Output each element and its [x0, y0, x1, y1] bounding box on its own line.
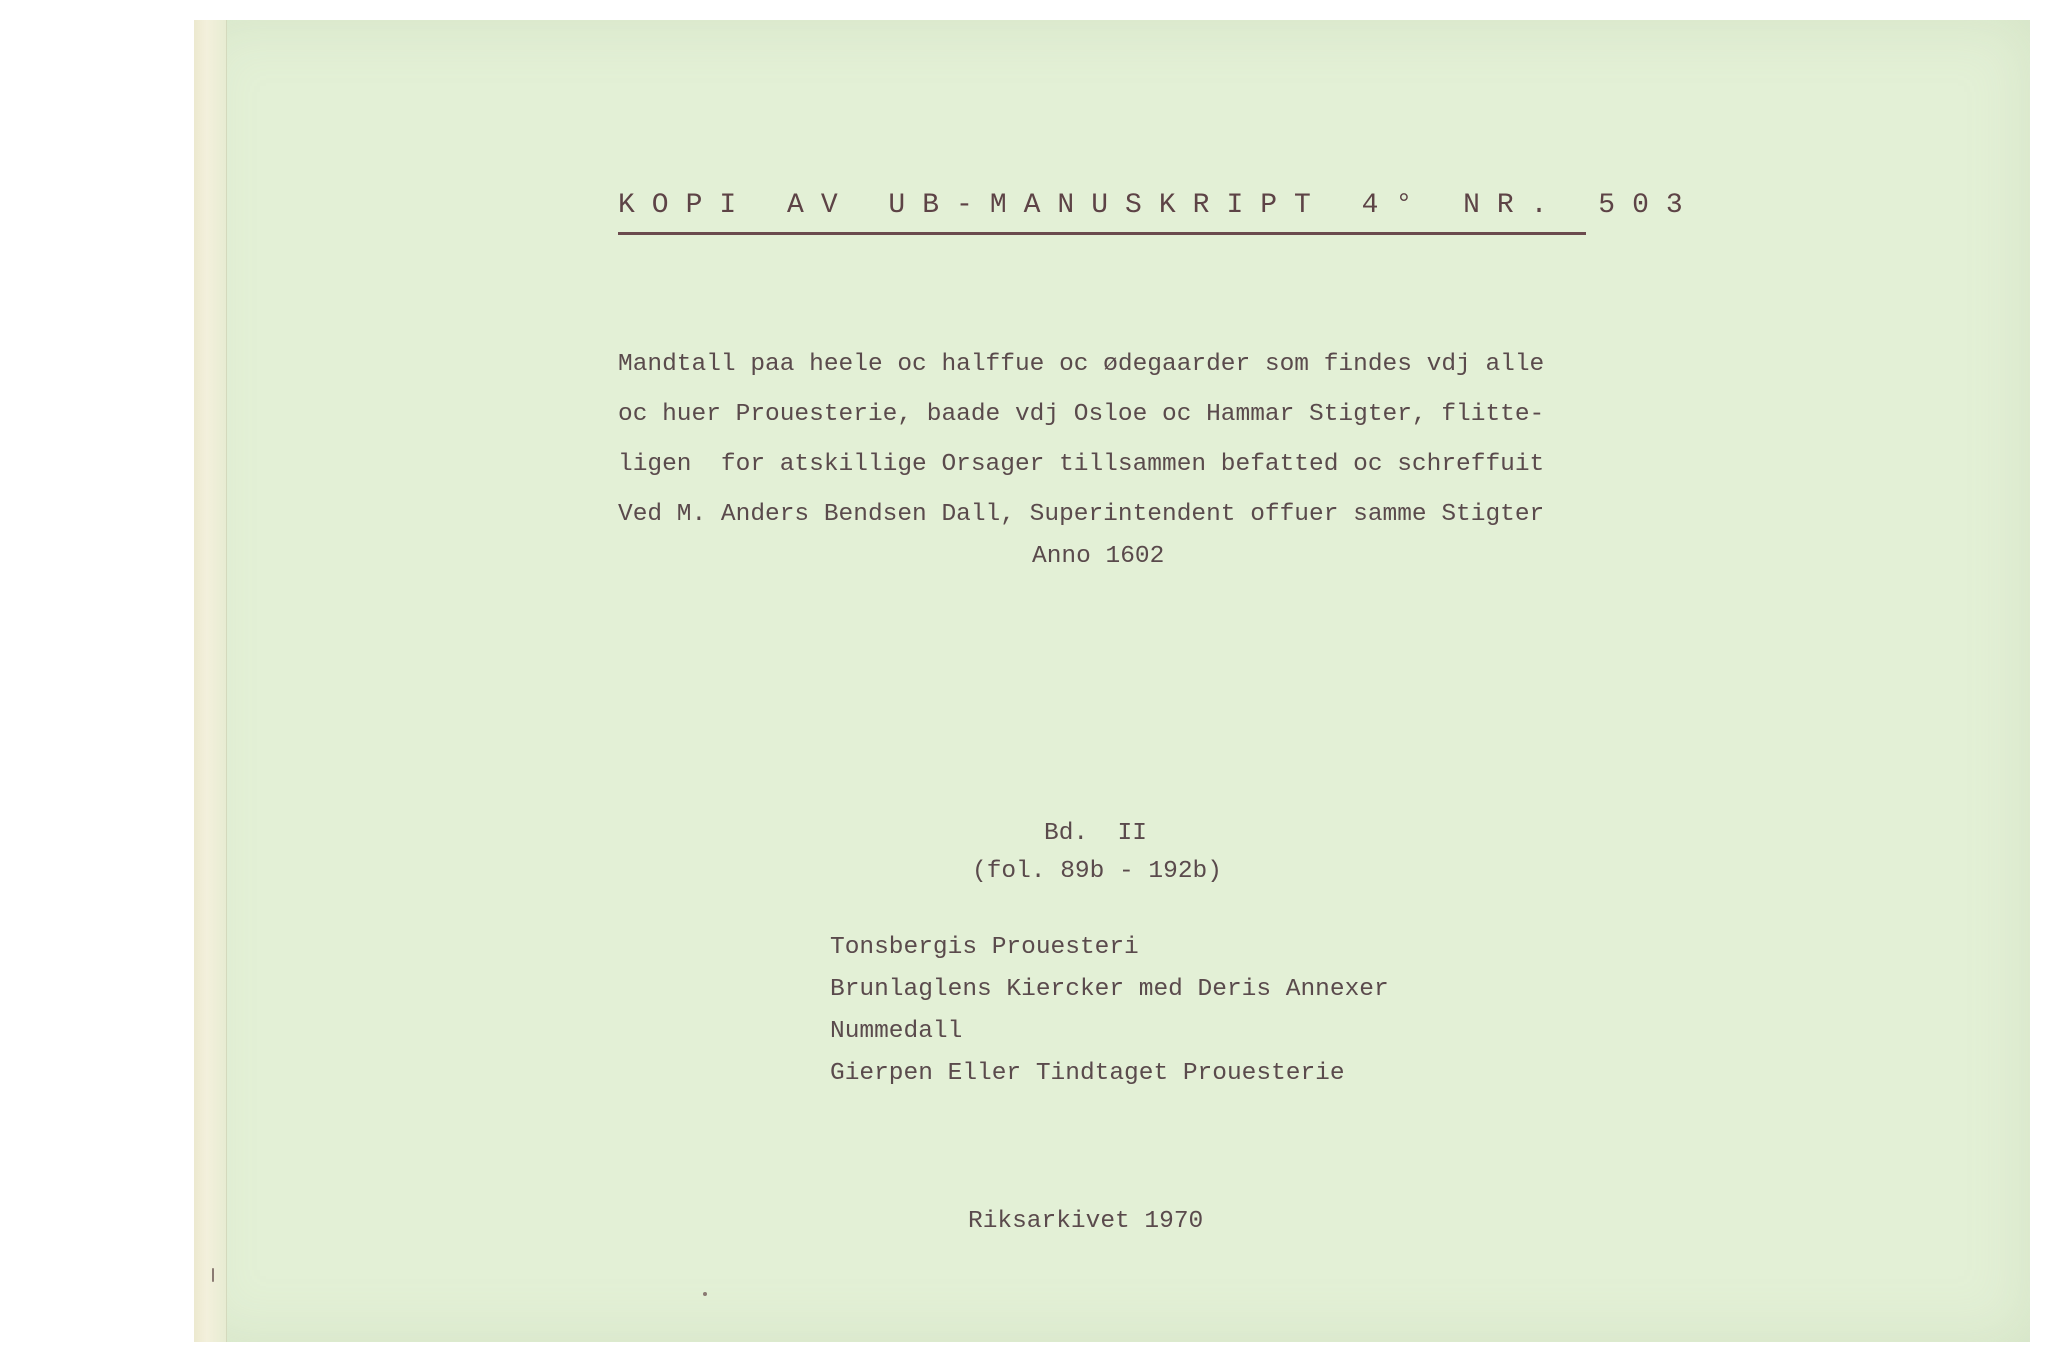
title-underline	[618, 232, 1586, 235]
district-item: Brunlaglens Kiercker med Deris Annexer	[830, 976, 1389, 1003]
intro-paragraph	[618, 340, 1544, 540]
folio-range: (fol. 89b - 192b)	[972, 858, 1222, 885]
district-item: Gierpen Eller Tindtaget Prouesterie	[830, 1060, 1345, 1087]
district-item: Nummedall	[830, 1018, 963, 1045]
paper-speck	[703, 1292, 707, 1296]
intro-line: Ved M. Anders Bendsen Dall, Superintendent offuer samme Stigter	[618, 501, 1545, 528]
document-title: KOPI AV UB-MANUSKRIPT 4° NR. 503	[618, 190, 1700, 221]
district-list	[830, 927, 1389, 1095]
volume-label: Bd. II	[1044, 820, 1147, 847]
intro-line: oc huer Prouesterie, baade vdj Osloe oc Hammar Stigter, flitte-	[618, 401, 1545, 428]
binding-edge	[194, 20, 227, 1342]
intro-line: ligen for atskillige Orsager tillsammen befatted oc schreffuit	[618, 451, 1545, 478]
district-item: Tonsbergis Prouesteri	[830, 934, 1139, 961]
archive-line: Riksarkivet 1970	[968, 1208, 1204, 1235]
year-line: Anno 1602	[1032, 543, 1165, 570]
intro-line: Mandtall paa heele oc halffue oc ødegaarder som findes vdj alle	[618, 351, 1545, 378]
paper-speck	[212, 1268, 214, 1282]
